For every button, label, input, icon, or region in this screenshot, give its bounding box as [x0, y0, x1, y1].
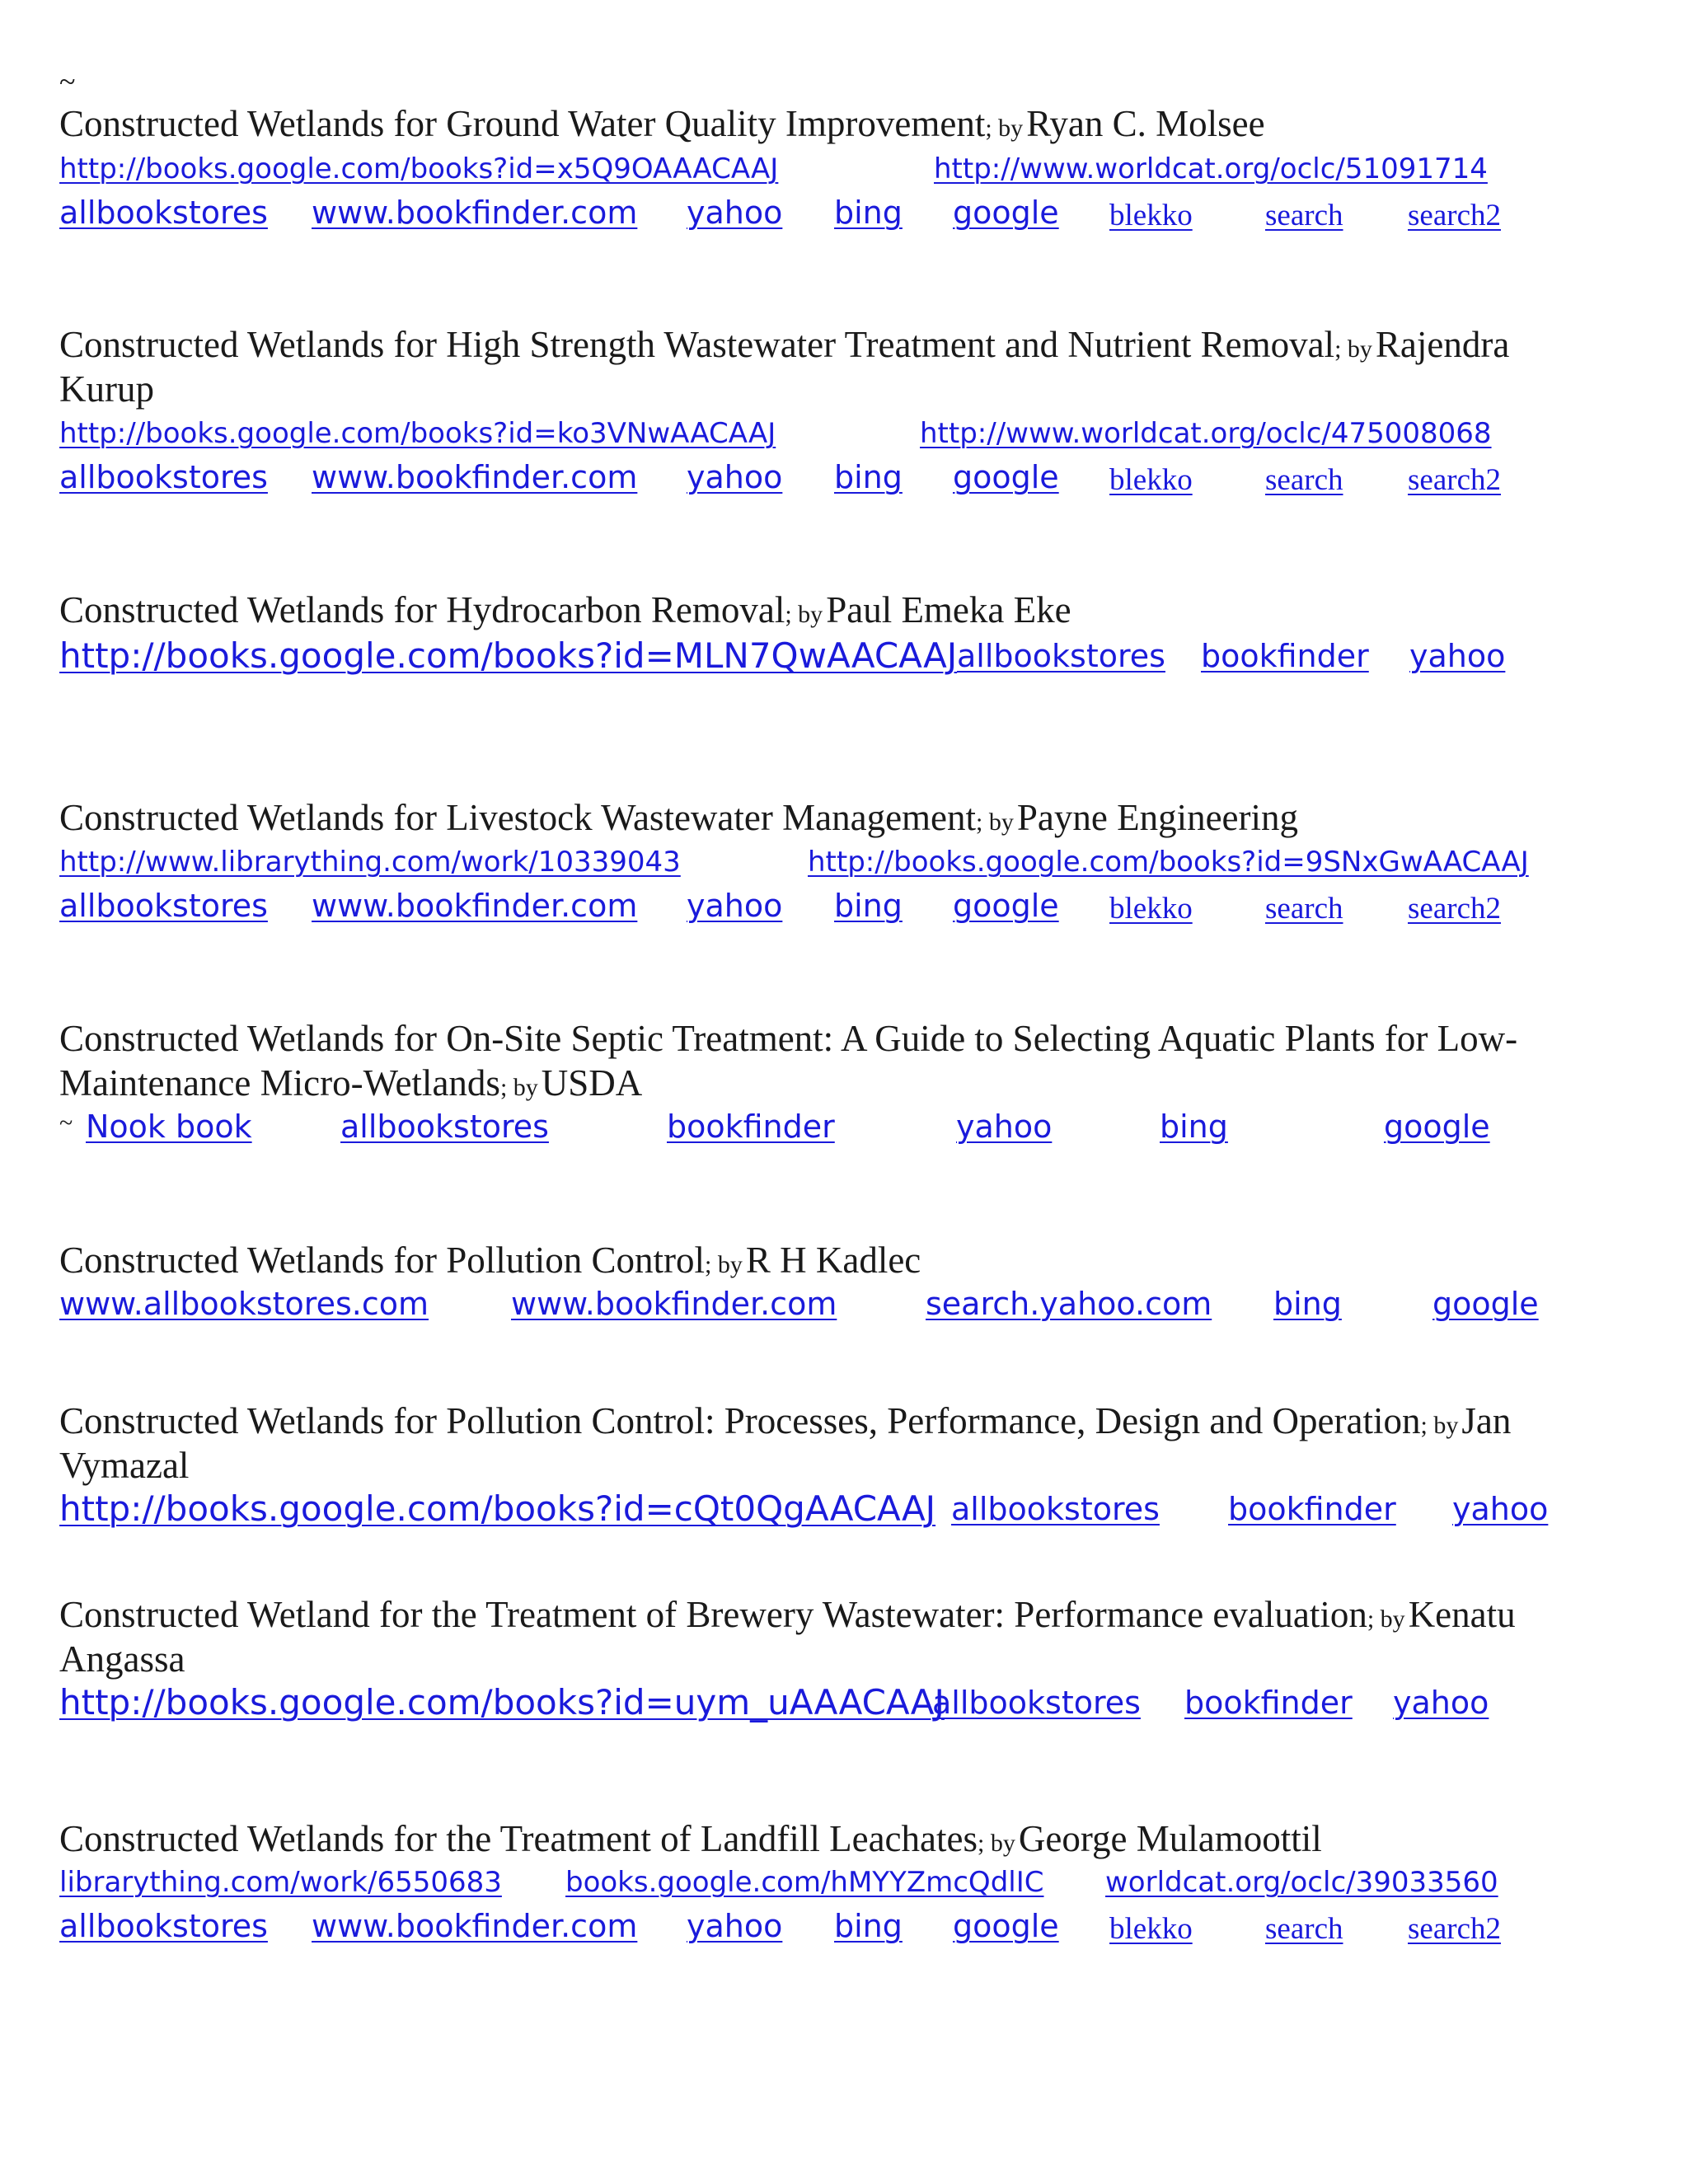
bookfinder-link[interactable]: www.bookfinder.com	[511, 1286, 837, 1322]
allbookstores-link[interactable]: allbookstores	[951, 1491, 1160, 1527]
book-entry-title	[59, 1017, 1517, 1060]
search-link[interactable]: search	[1265, 463, 1343, 497]
librarything-link[interactable]: http://www.librarything.com/work/10339043	[59, 846, 681, 879]
bookfinder-link[interactable]: bookfinder	[667, 1108, 835, 1145]
book-entry-title	[59, 796, 1298, 839]
bookfinder-link[interactable]: bookfinder	[1201, 638, 1369, 674]
bookfinder-link[interactable]: www.bookfinder.com	[312, 888, 638, 924]
book-entry-title	[59, 323, 1509, 366]
librarything-link[interactable]: librarything.com/work/6550683	[59, 1866, 502, 1899]
book-entry-title	[59, 588, 1071, 631]
book-entry-title	[59, 1239, 921, 1282]
yahoo-link[interactable]: yahoo	[1409, 638, 1506, 674]
bing-link[interactable]: bing	[834, 1908, 903, 1944]
book-title: Constructed Wetlands for Ground Water Quality Improvement	[59, 103, 986, 144]
google-link[interactable]: google	[953, 459, 1059, 495]
google-link[interactable]: google	[953, 1908, 1059, 1944]
worldcat-link[interactable]: http://www.worldcat.org/oclc/475008068	[920, 417, 1492, 450]
book-entry-title-continued	[59, 1062, 642, 1104]
yahoo-link[interactable]: yahoo	[687, 888, 783, 924]
google-books-link[interactable]: http://books.google.com/books?id=x5Q9OAAACAAJ	[59, 152, 779, 185]
by-label: ; by	[978, 1830, 1015, 1857]
by-label: ; by	[785, 601, 823, 628]
google-link[interactable]: google	[953, 194, 1059, 231]
google-link[interactable]: google	[1432, 1286, 1539, 1322]
allbookstores-link[interactable]: allbookstores	[59, 194, 268, 231]
book-author: USDA	[541, 1062, 643, 1104]
search2-link[interactable]: search2	[1408, 892, 1501, 926]
yahoo-link[interactable]: yahoo	[687, 459, 783, 495]
yahoo-link[interactable]: yahoo	[956, 1108, 1053, 1145]
tilde-marker: ~	[59, 65, 76, 98]
book-author-continued: Kurup	[59, 368, 154, 410]
book-author: George Mulamoottil	[1018, 1818, 1322, 1859]
bookfinder-link[interactable]: www.bookfinder.com	[312, 1908, 638, 1944]
bing-link[interactable]: bing	[834, 459, 903, 495]
book-title: Constructed Wetlands for the Treatment of Landfill Leachates	[59, 1818, 978, 1859]
book-entry-title	[59, 1817, 1322, 1860]
book-author-continued: Vymazal	[59, 1445, 190, 1486]
allbookstores-link[interactable]: allbookstores	[59, 459, 268, 495]
allbookstores-link[interactable]: allbookstores	[957, 638, 1165, 674]
bing-link[interactable]: bing	[834, 194, 903, 231]
book-author: Kenatu	[1408, 1594, 1516, 1635]
allbookstores-link[interactable]: www.allbookstores.com	[59, 1286, 429, 1322]
by-label: ; by	[499, 1074, 538, 1101]
book-author: R H Kadlec	[745, 1240, 921, 1281]
yahoo-link[interactable]: yahoo	[1452, 1491, 1549, 1527]
allbookstores-link[interactable]: allbookstores	[59, 888, 268, 924]
google-books-link[interactable]: http://books.google.com/books?id=cQt0QgAACAAJ	[59, 1488, 936, 1529]
book-author: Rajendra	[1375, 324, 1510, 365]
book-entry-title	[59, 1399, 1511, 1442]
search2-link[interactable]: search2	[1408, 1912, 1501, 1946]
google-books-link[interactable]: http://books.google.com/books?id=ko3VNwAACAAJ	[59, 417, 776, 450]
yahoo-link[interactable]: search.yahoo.com	[926, 1286, 1212, 1322]
book-title: Constructed Wetlands for Pollution Control	[59, 1240, 705, 1281]
yahoo-link[interactable]: yahoo	[687, 1908, 783, 1944]
blekko-link[interactable]: blekko	[1109, 463, 1193, 497]
google-books-link[interactable]: books.google.com/hMYYZmcQdlIC	[565, 1866, 1044, 1899]
by-label: ; by	[1334, 335, 1372, 363]
bookfinder-link[interactable]: bookfinder	[1228, 1491, 1396, 1527]
by-label: ; by	[1420, 1412, 1459, 1439]
search-link[interactable]: search	[1265, 892, 1343, 926]
book-title: Constructed Wetland for the Treatment of Brewery Wastewater: Performance evaluation	[59, 1594, 1367, 1635]
allbookstores-link[interactable]: allbookstores	[932, 1685, 1141, 1721]
blekko-link[interactable]: blekko	[1109, 199, 1193, 232]
bookfinder-link[interactable]: www.bookfinder.com	[312, 459, 638, 495]
search2-link[interactable]: search2	[1408, 199, 1501, 232]
by-label: ; by	[705, 1251, 743, 1278]
allbookstores-link[interactable]: allbookstores	[340, 1108, 549, 1145]
book-title: Constructed Wetlands for Livestock Wastewater Management	[59, 797, 977, 838]
book-author: Jan	[1461, 1400, 1512, 1441]
nook-book-link[interactable]: Nook book	[86, 1108, 252, 1145]
allbookstores-link[interactable]: allbookstores	[59, 1908, 268, 1944]
yahoo-link[interactable]: yahoo	[687, 194, 783, 231]
book-title-continued: Maintenance Micro-Wetlands	[59, 1062, 500, 1104]
book-author: Ryan C. Molsee	[1026, 103, 1265, 144]
book-author: Paul Emeka Eke	[826, 589, 1071, 630]
worldcat-link[interactable]: http://www.worldcat.org/oclc/51091714	[934, 152, 1488, 185]
book-author: Payne Engineering	[1016, 797, 1299, 838]
google-link[interactable]: google	[1384, 1108, 1490, 1145]
bing-link[interactable]: bing	[1160, 1108, 1228, 1145]
blekko-link[interactable]: blekko	[1109, 892, 1193, 926]
book-title: Constructed Wetlands for Pollution Control: Processes, Performance, Design and Operation	[59, 1400, 1421, 1441]
worldcat-link[interactable]: worldcat.org/oclc/39033560	[1105, 1866, 1498, 1899]
bookfinder-link[interactable]: www.bookfinder.com	[312, 194, 638, 231]
by-label: ; by	[1367, 1605, 1405, 1633]
search-link[interactable]: search	[1265, 1912, 1343, 1946]
search2-link[interactable]: search2	[1408, 463, 1501, 497]
google-books-link[interactable]: http://books.google.com/books?id=uym_uAAACAAJ	[59, 1682, 945, 1722]
bing-link[interactable]: bing	[1273, 1286, 1342, 1322]
blekko-link[interactable]: blekko	[1109, 1912, 1193, 1946]
book-title: Constructed Wetlands for Hydrocarbon Removal	[59, 589, 785, 630]
google-books-link[interactable]: http://books.google.com/books?id=MLN7QwAACAAJ	[59, 635, 958, 676]
book-title: Constructed Wetlands for On-Site Septic Treatment: A Guide to Selecting Aquatic Plants for Low-	[59, 1018, 1518, 1059]
by-label: ; by	[985, 115, 1024, 142]
book-entry-title	[59, 1593, 1516, 1636]
tilde-marker: ~	[59, 1109, 73, 1137]
book-entry-title	[59, 102, 1265, 145]
bing-link[interactable]: bing	[834, 888, 903, 924]
google-link[interactable]: google	[953, 888, 1059, 924]
book-author-continued: Angassa	[59, 1638, 185, 1680]
bookfinder-link[interactable]: bookfinder	[1184, 1685, 1353, 1721]
google-books-link[interactable]: http://books.google.com/books?id=9SNxGwAACAAJ	[808, 846, 1529, 879]
yahoo-link[interactable]: yahoo	[1393, 1685, 1489, 1721]
by-label: ; by	[976, 808, 1014, 836]
search-link[interactable]: search	[1265, 199, 1343, 232]
book-title: Constructed Wetlands for High Strength Wastewater Treatment and Nutrient Removal	[59, 324, 1335, 365]
